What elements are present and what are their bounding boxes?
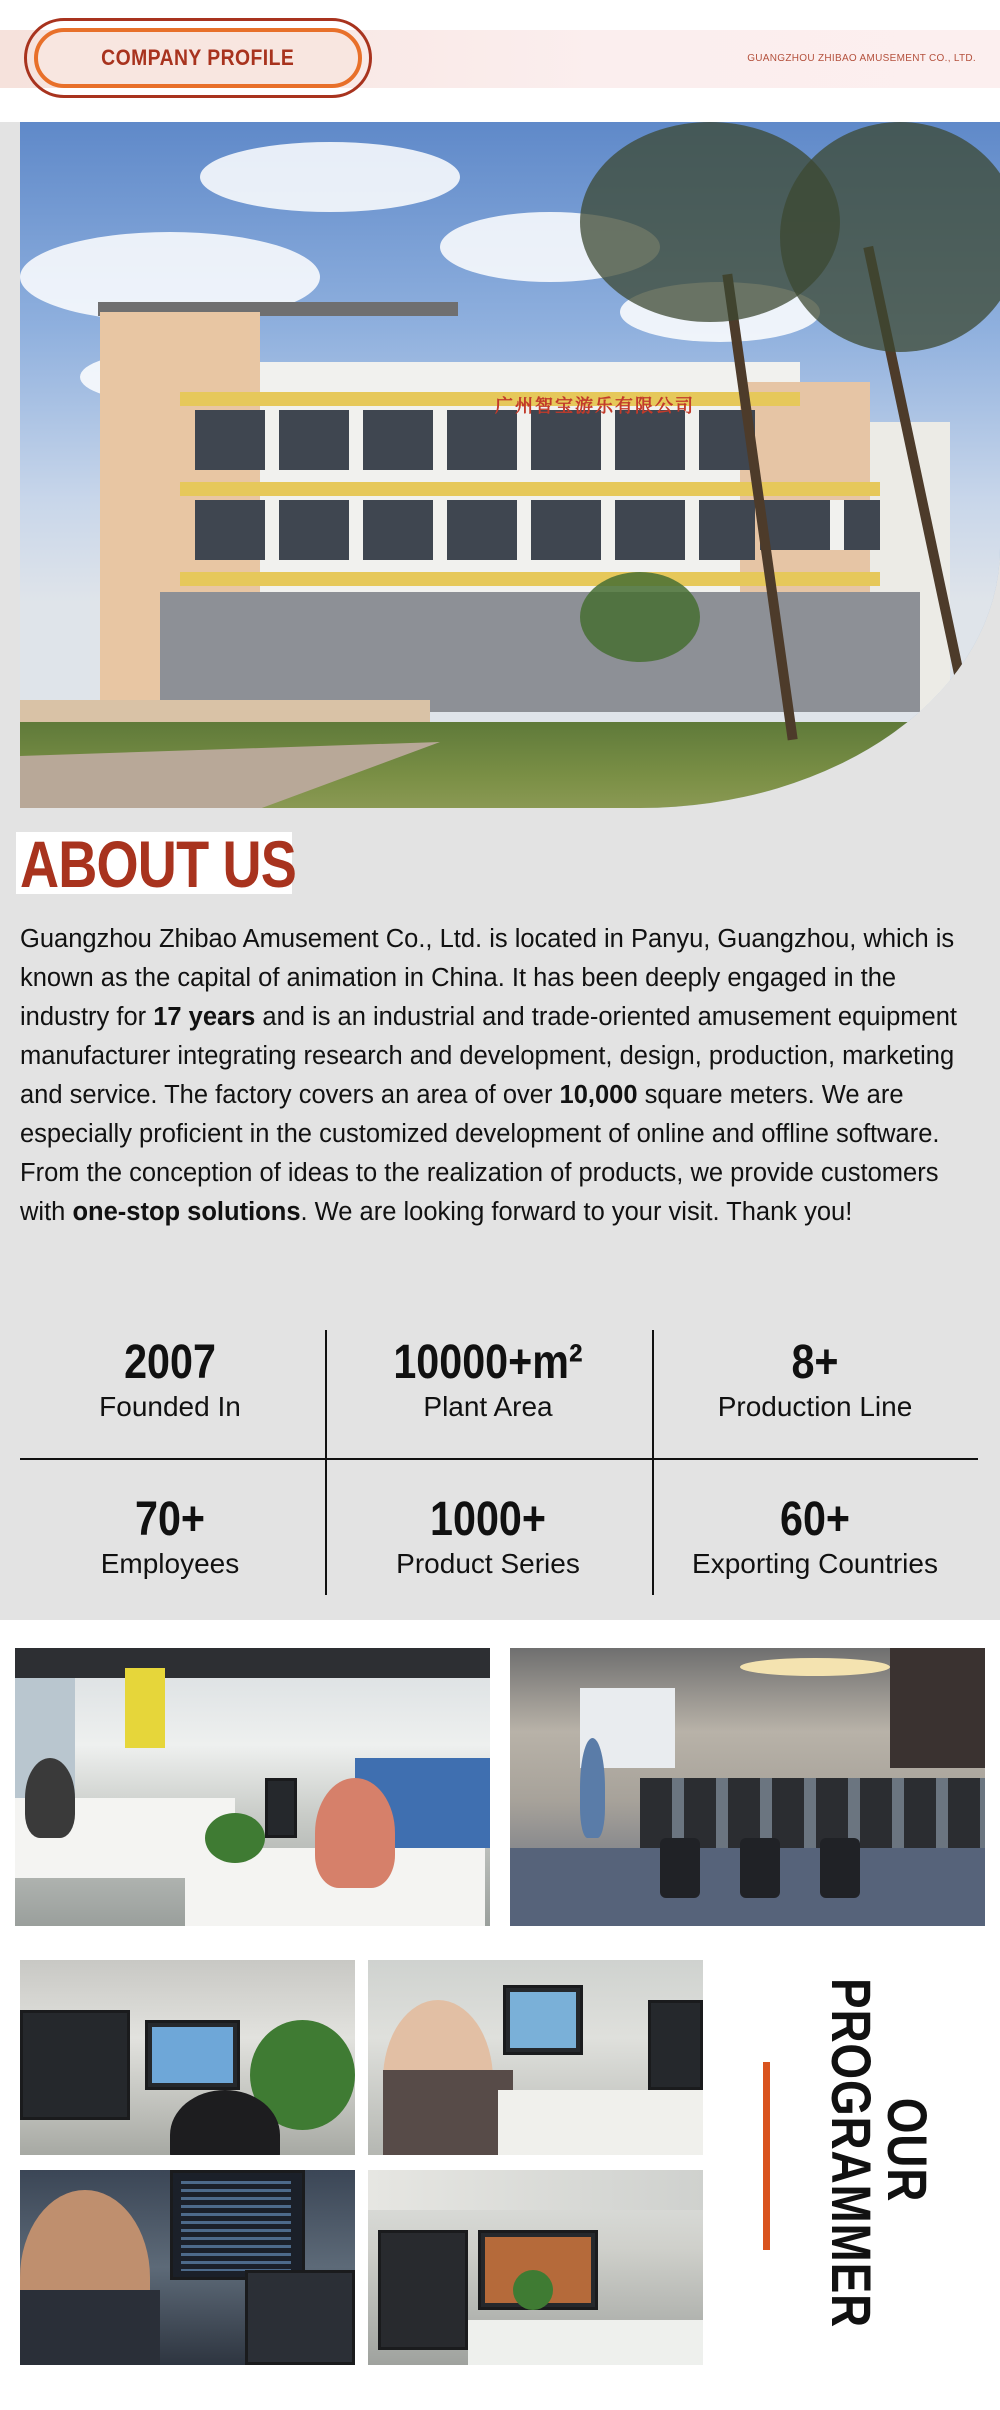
stat-production-line — [665, 1336, 965, 1424]
laptop — [245, 2270, 355, 2365]
grid-divider — [20, 1458, 978, 1460]
badge-label: COMPANY PROFILE — [101, 45, 295, 70]
stat-label: Production Line — [717, 1391, 913, 1422]
our-programmer-title — [815, 1978, 939, 2348]
stat-value: 1000+ — [430, 1493, 546, 1546]
meeting-photo — [510, 1648, 985, 1926]
stat-label: Employees — [100, 1548, 240, 1579]
solutions-highlight: one-stop solutions — [72, 1198, 301, 1226]
ceiling — [15, 1648, 490, 1678]
employee — [315, 1778, 395, 1888]
stat-plant-area — [338, 1336, 638, 1424]
stat-employees — [20, 1493, 320, 1581]
panel-strip — [0, 122, 20, 217]
palm — [580, 572, 700, 662]
stat-value: 8+ — [791, 1336, 839, 1389]
stripe — [180, 482, 880, 496]
stats-grid — [20, 1330, 978, 1595]
office-background — [368, 2170, 703, 2210]
chair — [740, 1838, 780, 1898]
about-us-paragraph — [20, 920, 990, 1232]
plant — [513, 2270, 553, 2310]
stat-value: 60+ — [779, 1493, 851, 1546]
plant — [205, 1813, 265, 1863]
shirt — [383, 2070, 513, 2155]
title-line-programmer: PROGRAMMER — [820, 1978, 883, 2329]
grid-divider — [652, 1330, 654, 1595]
grid-divider — [325, 1330, 327, 1595]
chair — [660, 1838, 700, 1898]
area-highlight: 10,000 — [559, 1081, 638, 1109]
programmer-photo — [368, 1960, 703, 2155]
programmer-photo — [20, 1960, 355, 2155]
factory-photo — [20, 122, 1000, 808]
code-screen — [181, 2181, 291, 2271]
window-row — [195, 410, 755, 470]
years-highlight: 17 years — [153, 1003, 256, 1031]
stat-value: 2007 — [124, 1336, 216, 1389]
title-line-our: OUR — [876, 2097, 939, 2203]
pc-tower — [378, 2230, 468, 2350]
stripe — [180, 392, 800, 406]
stat-exporting-countries — [665, 1493, 965, 1581]
screen — [510, 1992, 576, 2048]
monitor — [20, 2010, 130, 2120]
stat-founded — [20, 1336, 320, 1424]
window-row — [195, 500, 755, 560]
stat-label: Product Series — [396, 1548, 580, 1579]
dark-wall — [890, 1648, 985, 1768]
stat-label: Plant Area — [423, 1391, 553, 1422]
about-text-part: and is an industrial and trade-oriented amusement equipment manufacturer integrating research and development, design, production, marketing and service. The factory covers an area of over — [20, 1003, 958, 1109]
stat-value: 10000+m² — [393, 1336, 583, 1389]
desk — [468, 2320, 703, 2365]
accent-bar — [763, 2062, 770, 2250]
monitor — [170, 2170, 305, 2280]
presenter — [580, 1738, 605, 1838]
about-us-title: ABOUT US — [20, 827, 297, 901]
yellow-partition — [125, 1668, 165, 1748]
employee — [25, 1758, 75, 1838]
cloud — [200, 142, 460, 212]
title-rotated — [815, 1978, 939, 2348]
monitor — [648, 2000, 703, 2090]
office-photo — [15, 1648, 490, 1926]
factory-sign: 广州智宝游乐有限公司 — [495, 396, 695, 416]
company-name-small: GUANGZHOU ZHIBAO AMUSEMENT CO., LTD. — [747, 53, 976, 64]
monitor — [145, 2020, 240, 2090]
window-row — [760, 500, 880, 550]
programmer-photo — [368, 2170, 703, 2365]
chair — [820, 1838, 860, 1898]
monitor — [503, 1985, 583, 2055]
stat-value: 70+ — [134, 1493, 206, 1546]
about-text-part: Guangzhou Zhibao Amusement Co., Ltd. is located in Panyu, Guangzhou, which is known as the capital of animation in China. It has been deeply engaged in the industry for — [20, 925, 955, 1031]
screen — [152, 2027, 233, 2083]
about-text-part: . We are looking forward to your visit. Thank you! — [300, 1198, 853, 1226]
company-profile-badge — [34, 28, 362, 88]
stat-product-series — [338, 1493, 638, 1581]
shirt — [20, 2290, 160, 2365]
programmer-photo — [20, 2170, 355, 2365]
desk — [498, 2090, 703, 2155]
about-text-part: square meters. We are especially proficient in the customized development of online and offline software. From the conception of ideas to the realization of products, we provide customers with — [20, 1081, 940, 1226]
stat-label: Founded In — [99, 1391, 241, 1422]
stat-label: Exporting Countries — [692, 1548, 938, 1579]
monitor — [265, 1778, 297, 1838]
ceiling-light — [740, 1658, 890, 1676]
building-base — [160, 592, 920, 712]
